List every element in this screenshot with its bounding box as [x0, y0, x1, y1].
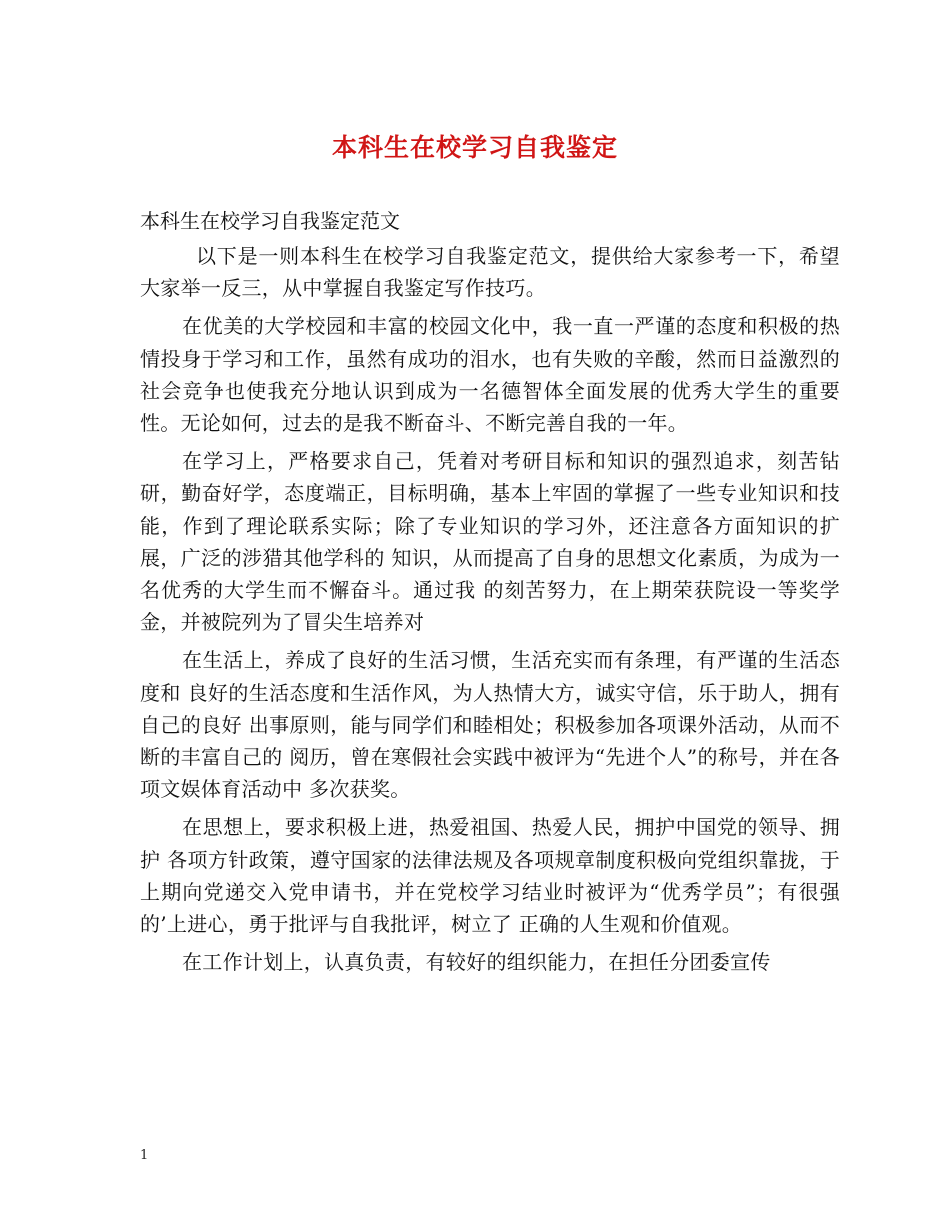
page-number: 1 [140, 1148, 149, 1163]
paragraph-life: 在生活上，养成了良好的生活习惯，生活充实而有条理，有严谨的生活态度和 良好的生活态度和生活作风，为人热情大方，诚实守信，乐于助人，拥有自己的良好 出事原则，能与同学们和睦相处；积极参加各项课外活动，从而不断的丰富自己的 阅历，曾在寒假社会实践中被评为“先进个人”的称号，并在各项文娱体育活动中 多次获奖。 [140, 648, 840, 802]
paragraph-intro: 以下是一则本科生在校学习自我鉴定范文，提供给大家参考一下，希望大家举一反三，从中掌握自我鉴定写作技巧。 [140, 244, 840, 301]
paragraph-study: 在学习上，严格要求自己，凭着对考研目标和知识的强烈追求，刻苦钻研，勤奋好学，态度端正，目标明确，基本上牢固的掌握了一些专业知识和技能，作到了理论联系实际；除了专业知识的学习外，还注意各方面知识的扩展，广泛的涉猎其他学科的 知识，从而提高了自身的思想文化素质，为成为一名优秀的大学生而不懈奋斗。通过我 的刻苦努力，在上期荣获院设一等奖学金，并被院列为了冒尖生培养对 [140, 449, 840, 635]
paragraph-overview: 在优美的大学校园和丰富的校园文化中，我一直一严谨的态度和积极的热情投身于学习和工作，虽然有成功的泪水，也有失败的辛酸，然而日益激烈的社会竞争也使我充分地认识到成为一名德智体全面发展的优秀大学生的重要性。无论如何，过去的是我不断奋斗、不断完善自我的一年。 [140, 314, 840, 436]
document-body [140, 240, 840, 984]
document-title: 本科生在校学习自我鉴定 [331, 133, 618, 162]
paragraph-ideology: 在思想上，要求积极上进，热爱祖国、热爱人民，拥护中国党的领导、拥护 各项方针政策，遵守国家的法律法规及各项规章制度积极向党组织靠拢，于上期向党递交入党申请书，并在党校学习结业时被评为“优秀学员”；有很强的’上进心，勇于批评与自我批评，树立了 正确的人生观和价值观。 [140, 815, 840, 937]
document-subtitle: 本科生在校学习自我鉴定范文 [140, 209, 400, 233]
paragraph-work: 在工作计划上，认真负责，有较好的组织能力，在担任分团委宣传 [182, 950, 771, 975]
